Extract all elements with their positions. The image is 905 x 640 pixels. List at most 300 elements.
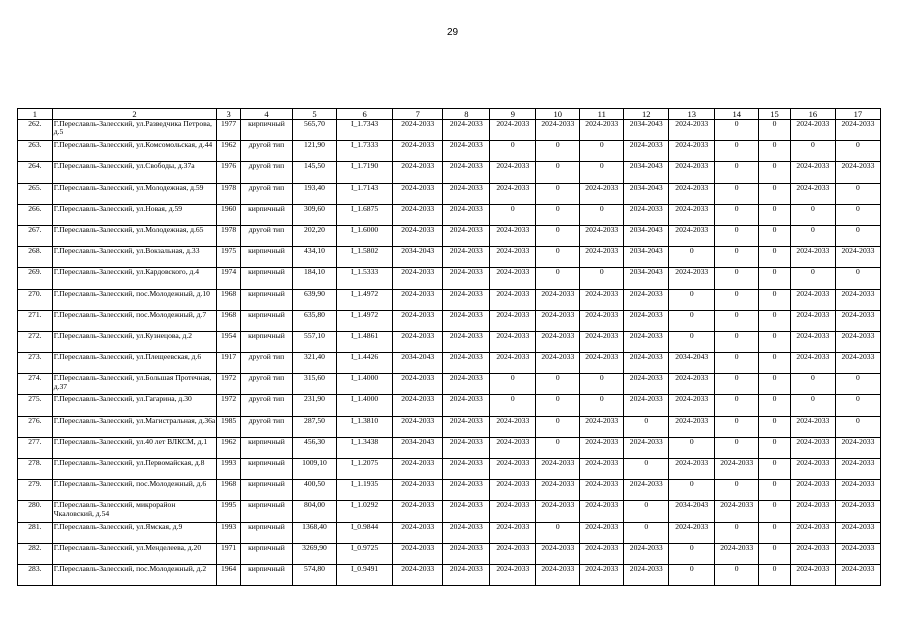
table-cell: 2024-2033 [790,459,835,480]
table-cell: 2024-2033 [790,437,835,458]
table-cell: 2024-2033 [443,162,490,183]
table-cell: 2024-2033 [624,480,669,501]
table-cell: 0 [759,225,791,246]
table-cell: другой тип [240,374,292,395]
table-cell: 2024-2033 [536,459,580,480]
table-cell: 0 [835,141,880,162]
table-cell: кирпичный [240,437,292,458]
table-row [18,353,881,374]
address-cell: Г.Переславль-Залесский, ул.Менделеева, д.20 [52,543,217,564]
table-cell: 0 [715,141,759,162]
table-cell: 2024-2033 [669,141,715,162]
table-cell: 2024-2033 [393,310,443,331]
table-cell: 1995 [217,501,241,522]
table-cell: 2024-2033 [580,564,624,585]
table-cell: другой тип [240,225,292,246]
table-cell: 2024-2033 [669,120,715,141]
column-number: 10 [536,109,580,120]
table-cell: 0 [715,120,759,141]
table-cell: 2024-2033 [393,501,443,522]
table-cell: 2024-2033 [669,162,715,183]
table-cell: I_1.6875 [336,204,392,225]
table-row [18,310,881,331]
table-cell: 2024-2033 [443,543,490,564]
table-cell: 0 [715,437,759,458]
table-cell: 2024-2033 [790,331,835,352]
table-cell: 2024-2033 [393,225,443,246]
address-cell: Г.Переславль-Залесский, пос.Молодежный, д.6 [52,480,217,501]
table-cell: 2024-2033 [443,141,490,162]
address-cell: Г.Переславль-Залесский, ул.Плещеевская, д.6 [52,353,217,374]
table-cell: 2024-2033 [443,225,490,246]
table-cell: 1968 [217,310,241,331]
table-cell: 2034-2043 [624,247,669,268]
table-cell: 574,80 [293,564,337,585]
table-cell: 635,80 [293,310,337,331]
table-cell: 1974 [217,268,241,289]
table-cell: 2024-2033 [835,501,880,522]
table-cell: 2024-2033 [393,416,443,437]
table-cell: 2024-2033 [669,395,715,416]
table-cell: 2024-2033 [835,120,880,141]
table-row [18,501,881,522]
address-cell: Г.Переславль-Залесский, ул.Разведчика Петрова, д.5 [52,120,217,141]
table-cell: 0 [759,331,791,352]
table-cell: 2024-2033 [393,564,443,585]
table-cell: 0 [759,395,791,416]
table-cell: 1968 [217,480,241,501]
table-cell: 2024-2033 [790,247,835,268]
table-cell: 2024-2033 [835,522,880,543]
table-cell: 2024-2033 [443,416,490,437]
table-cell: 264. [18,162,53,183]
table-cell: 400,50 [293,480,337,501]
table-cell: 0 [669,310,715,331]
table-cell: 0 [715,289,759,310]
table-cell: 1993 [217,459,241,480]
table-cell: I_1.3438 [336,437,392,458]
table-cell: I_1.2075 [336,459,392,480]
table-cell: 2034-2043 [624,225,669,246]
table-cell: 434,10 [293,247,337,268]
table-cell: 267. [18,225,53,246]
table-cell: I_1.4972 [336,310,392,331]
table-cell: 1978 [217,183,241,204]
table-cell: 2024-2033 [443,331,490,352]
address-cell: Г.Переславль-Залесский, ул.Вокзальная, д.33 [52,247,217,268]
table-cell: 2024-2033 [536,501,580,522]
table-cell: 2024-2033 [580,501,624,522]
table-cell: 2024-2033 [624,374,669,395]
table-cell: 2024-2033 [624,289,669,310]
table-cell: 2024-2033 [393,268,443,289]
address-cell: Г.Переславль-Залесский, ул.Свободы, д.37а [52,162,217,183]
table-cell: 321,40 [293,353,337,374]
table-cell: 0 [669,437,715,458]
table-cell: 272. [18,331,53,352]
table-cell: 2024-2033 [490,183,536,204]
address-cell: Г.Переславль-Залесский, ул.40 лет ВЛКСМ, д.1 [52,437,217,458]
column-number: 5 [293,109,337,120]
table-cell: 2024-2033 [536,564,580,585]
table-cell: 2024-2033 [790,480,835,501]
table-cell: I_1.7143 [336,183,392,204]
address-cell: Г.Переславль-Залесский, пос.Молодежный, д.2 [52,564,217,585]
table-cell: другой тип [240,416,292,437]
table-cell: 278. [18,459,53,480]
table-cell: 2024-2033 [393,162,443,183]
table-cell: 639,90 [293,289,337,310]
table-cell: 2024-2033 [443,459,490,480]
table-cell: 2024-2033 [443,310,490,331]
table-cell: 1917 [217,353,241,374]
address-cell: Г.Переславль-Залесский, пос.Молодежный, д.7 [52,310,217,331]
table-cell: 0 [580,204,624,225]
table-cell: 1954 [217,331,241,352]
table-cell: 309,60 [293,204,337,225]
table-cell: 262. [18,120,53,141]
table-cell: 0 [715,331,759,352]
table-cell: 557,10 [293,331,337,352]
table-cell: 2024-2033 [536,543,580,564]
table-cell: 0 [715,480,759,501]
table-cell: 0 [715,353,759,374]
table-row [18,437,881,458]
table-cell: 2024-2033 [393,183,443,204]
table-cell: 2024-2033 [490,310,536,331]
table-cell: 0 [835,416,880,437]
table-cell: 0 [536,437,580,458]
table-cell: 2024-2033 [790,289,835,310]
table-cell: 2024-2033 [443,437,490,458]
table-cell: 1968 [217,289,241,310]
table-cell: 2024-2033 [790,162,835,183]
table-cell: 2034-2043 [624,162,669,183]
table-cell: кирпичный [240,331,292,352]
page-number: 29 [446,27,459,38]
table-row [18,141,881,162]
table-cell: 2024-2033 [490,564,536,585]
table-row [18,289,881,310]
table-cell: 2024-2033 [393,522,443,543]
table-cell: 0 [759,501,791,522]
table-cell: 0 [790,374,835,395]
table-cell: 0 [715,268,759,289]
table-cell: 2024-2033 [669,459,715,480]
table-cell: 2024-2033 [490,543,536,564]
table-cell: 2024-2033 [580,247,624,268]
table-cell: 0 [759,247,791,268]
table-cell: 2034-2043 [393,247,443,268]
table-cell: 0 [715,522,759,543]
table-cell: 2024-2033 [580,225,624,246]
table-cell: 270. [18,289,53,310]
table-row [18,247,881,268]
table-cell: I_0.9725 [336,543,392,564]
table-cell: 0 [580,162,624,183]
table-cell: 0 [759,268,791,289]
table-cell: 1993 [217,522,241,543]
column-number: 13 [669,109,715,120]
table-row [18,183,881,204]
table-cell: 2024-2033 [580,459,624,480]
table-cell: 0 [669,247,715,268]
table-cell: I_1.4000 [336,395,392,416]
table-cell: кирпичный [240,310,292,331]
table-cell: 0 [624,416,669,437]
table-cell: кирпичный [240,204,292,225]
table-cell: 2024-2033 [835,437,880,458]
table-cell: 0 [669,480,715,501]
table-cell: 2024-2033 [443,564,490,585]
table-cell: 0 [790,268,835,289]
table-cell: I_1.6000 [336,225,392,246]
table-row [18,395,881,416]
address-cell: Г.Переславль-Залесский, пос.Молодежный, д.10 [52,289,217,310]
table-cell: 2024-2033 [536,353,580,374]
table-cell: 2024-2033 [790,310,835,331]
table-cell: 2024-2033 [580,416,624,437]
table-cell: 804,00 [293,501,337,522]
table-cell: 265. [18,183,53,204]
table-cell: 0 [759,289,791,310]
table-cell: 0 [759,564,791,585]
table-cell: 2024-2033 [580,353,624,374]
address-cell: Г.Переславль-Залесский, ул.Кардовского, д.4 [52,268,217,289]
table-row [18,374,881,395]
table-cell: I_1.4000 [336,374,392,395]
table-cell: 2024-2033 [490,501,536,522]
table-cell: 2024-2033 [715,543,759,564]
table-cell: 0 [624,522,669,543]
table-cell: 2024-2033 [669,204,715,225]
table-cell: 2024-2033 [790,120,835,141]
table-cell: 2024-2033 [490,480,536,501]
address-cell: Г.Переславль-Залесский, микрорайон Чкаловский, д.54 [52,501,217,522]
table-cell: 1985 [217,416,241,437]
table-row [18,480,881,501]
table-cell: 0 [624,501,669,522]
table-row [18,204,881,225]
table-cell: 268. [18,247,53,268]
table-cell: 0 [835,183,880,204]
table-cell: 2024-2033 [490,120,536,141]
table-cell: 1975 [217,247,241,268]
address-cell: Г.Переславль-Залесский, ул.Молодежная, д.65 [52,225,217,246]
table-cell: 2024-2033 [580,310,624,331]
column-number: 11 [580,109,624,120]
table-cell: 2024-2033 [490,353,536,374]
table-cell: 2024-2033 [624,310,669,331]
table-cell: 2024-2033 [393,480,443,501]
table-cell: кирпичный [240,289,292,310]
table-cell: 0 [490,395,536,416]
table-cell: 2024-2033 [669,183,715,204]
table-cell: 1368,40 [293,522,337,543]
table-cell: 281. [18,522,53,543]
table-cell: 283. [18,564,53,585]
column-number: 4 [240,109,292,120]
table-cell: 315,60 [293,374,337,395]
table-cell: 1962 [217,437,241,458]
table-cell: 2024-2033 [624,353,669,374]
table-cell: 2024-2033 [580,331,624,352]
table-cell: 2024-2033 [835,289,880,310]
table-cell: 2024-2033 [393,204,443,225]
table-cell: 0 [669,331,715,352]
table-cell: 2024-2033 [835,310,880,331]
table-cell: 0 [790,204,835,225]
housing-register-table [17,108,881,586]
table-cell: другой тип [240,183,292,204]
table-body [18,109,881,586]
table-cell: 2024-2033 [790,522,835,543]
address-cell: Г.Переславль-Залесский, ул.Комсомольская, д.44 [52,141,217,162]
table-cell: 0 [490,374,536,395]
address-cell: Г.Переславль-Залесский, ул.Первомайская, д.8 [52,459,217,480]
table-cell: другой тип [240,353,292,374]
table-cell: 0 [835,374,880,395]
table-cell: 2024-2033 [669,268,715,289]
table-cell: I_1.4972 [336,289,392,310]
table-cell: 2024-2033 [624,437,669,458]
table-cell: 0 [715,225,759,246]
table-cell: 274. [18,374,53,395]
table-cell: 2024-2033 [443,204,490,225]
table-cell: 2024-2033 [393,120,443,141]
table-row [18,331,881,352]
table-cell: 0 [759,522,791,543]
table-cell: 0 [715,395,759,416]
table-cell: 456,30 [293,437,337,458]
table-cell: 2024-2033 [580,120,624,141]
table-cell: кирпичный [240,268,292,289]
table-cell: 0 [835,225,880,246]
table-cell: другой тип [240,395,292,416]
table-cell: I_1.5333 [336,268,392,289]
table-cell: 0 [536,416,580,437]
table-cell: другой тип [240,162,292,183]
table-cell: 1976 [217,162,241,183]
table-row [18,120,881,141]
table-cell: I_0.9844 [336,522,392,543]
table-cell: 0 [759,310,791,331]
column-number: 12 [624,109,669,120]
table-cell: 0 [669,543,715,564]
table-cell: 0 [835,204,880,225]
table-cell: 0 [580,395,624,416]
table-cell: 0 [759,120,791,141]
table-cell: 2024-2033 [443,395,490,416]
table-cell: 0 [536,183,580,204]
table-cell: 2024-2033 [490,416,536,437]
table-cell: 0 [536,247,580,268]
table-cell: 2024-2033 [490,268,536,289]
table-cell: 277. [18,437,53,458]
table-cell: 0 [715,564,759,585]
table-cell: 0 [669,564,715,585]
table-cell: кирпичный [240,120,292,141]
table-cell: 2024-2033 [624,204,669,225]
table-cell: 0 [536,374,580,395]
table-cell: 1972 [217,374,241,395]
column-number: 14 [715,109,759,120]
table-cell: 2024-2033 [443,501,490,522]
table-cell: 2024-2033 [490,437,536,458]
table-cell: 2024-2033 [835,353,880,374]
address-cell: Г.Переславль-Залесский, ул.Большая Протечная, д.37 [52,374,217,395]
column-number: 1 [18,109,53,120]
table-cell: I_1.4426 [336,353,392,374]
table-cell: 2024-2033 [835,543,880,564]
table-cell: 2034-2043 [624,183,669,204]
table-cell: 2024-2033 [393,395,443,416]
table-cell: 2024-2033 [443,247,490,268]
table-cell: 0 [715,162,759,183]
table-cell: 0 [759,543,791,564]
table-cell: 2024-2033 [669,416,715,437]
table-cell: 1972 [217,395,241,416]
table-cell: 2024-2033 [490,247,536,268]
table-cell: 0 [759,374,791,395]
table-cell: 2024-2033 [490,331,536,352]
table-cell: 2024-2033 [443,480,490,501]
table-cell: 2024-2033 [536,120,580,141]
table-cell: 184,10 [293,268,337,289]
table-cell: 2024-2033 [490,459,536,480]
table-cell: 0 [790,141,835,162]
table-cell: 0 [759,459,791,480]
table-cell: 1977 [217,120,241,141]
table-cell: 121,90 [293,141,337,162]
table-cell: 273. [18,353,53,374]
address-cell: Г.Переславль-Залесский, ул.Новая, д.59 [52,204,217,225]
table-cell: 2024-2033 [835,459,880,480]
table-cell: I_1.3810 [336,416,392,437]
table-cell: 0 [759,204,791,225]
table-cell: I_1.7333 [336,141,392,162]
table-cell: 2024-2033 [624,543,669,564]
table-cell: 0 [715,247,759,268]
table-cell: 279. [18,480,53,501]
table-cell: 0 [715,204,759,225]
table-cell: 0 [790,395,835,416]
table-cell: 193,40 [293,183,337,204]
table-cell: 2034-2043 [669,501,715,522]
table-cell: 2024-2033 [393,141,443,162]
table-cell: 0 [669,289,715,310]
table-cell: 1978 [217,225,241,246]
table-cell: 2024-2033 [715,459,759,480]
table-cell: 0 [536,225,580,246]
column-number: 6 [336,109,392,120]
table-cell: 0 [759,416,791,437]
column-number: 8 [443,109,490,120]
table-cell: 0 [835,395,880,416]
table-cell: 0 [624,459,669,480]
table-cell: 3269,90 [293,543,337,564]
table-cell: 202,20 [293,225,337,246]
column-number: 3 [217,109,241,120]
table-cell: I_0.9491 [336,564,392,585]
table-row [18,162,881,183]
table-cell: 2024-2033 [669,374,715,395]
table-cell: I_1.1935 [336,480,392,501]
column-number: 17 [835,109,880,120]
table-cell: 2024-2033 [443,183,490,204]
table-cell: 2024-2033 [580,543,624,564]
table-cell: 2024-2033 [790,353,835,374]
